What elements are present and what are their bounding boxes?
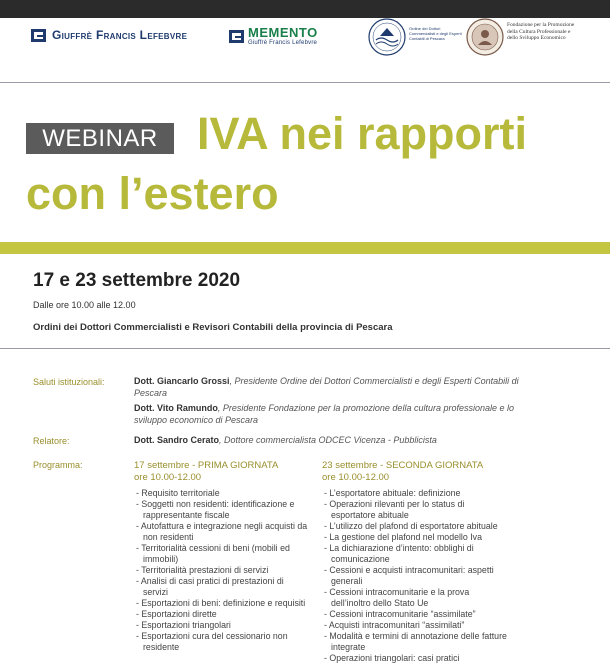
list-item: - Operazioni rilevanti per lo status di esportatore abituale — [322, 499, 507, 521]
list-item: - Analisi di casi pratici di prestazioni di servizi — [134, 576, 309, 598]
gfl-logo — [31, 28, 187, 42]
divider-top — [0, 82, 610, 83]
fondazione-seal-icon — [466, 18, 504, 56]
relatore-info — [134, 435, 554, 447]
speaker-1-role: , Presidente Ordine dei Dottori Commercialisti e degli Esperti Contabili di Pescara — [134, 376, 519, 398]
saluti-speaker-2 — [134, 403, 534, 426]
speaker-2-role: , Presidente Fondazione per la promozione della cultura professionale e lo sviluppo economico di Pescara — [134, 403, 515, 425]
webinar-badge: WEBINAR — [26, 123, 174, 154]
relatore-role: , Dottore commercialista ODCEC Vicenza - Pubblicista — [219, 435, 437, 445]
list-item: - Modalità e termini di annotazione delle fatture integrate — [322, 631, 507, 653]
gfl-mark-icon — [31, 29, 46, 42]
memento-word: MEMENTO — [248, 25, 318, 40]
title-line-1: IVA nei rapporti — [197, 108, 528, 159]
list-item: - Esportazioni cura del cessionario non residente — [134, 631, 309, 653]
day-1-time: ore 10.00-12.00 — [134, 471, 202, 483]
memento-logo — [229, 26, 318, 46]
list-item: - Territorialità prestazioni di servizi — [134, 565, 309, 576]
list-item: - Esportazioni triangolari — [134, 620, 309, 631]
list-item: - L’utilizzo del plafond di esportatore abituale — [322, 521, 507, 532]
speaker-2-name: Dott. Vito Ramundo — [134, 403, 218, 413]
relatore-label: Relatore: — [33, 436, 70, 446]
list-item: - Esportazioni dirette — [134, 609, 309, 620]
list-item: - Cessioni intracomunitarie “assimilate” — [322, 609, 507, 620]
list-item: - La dichiarazione d’intento: obblighi di comunicazione — [322, 543, 507, 565]
list-item: - Operazioni triangolari: casi pratici — [322, 653, 507, 664]
gfl-logo-text: Giuffrè Francis Lefebvre — [52, 28, 188, 42]
top-bar — [0, 0, 610, 18]
title-line-2: con l’estero — [26, 168, 279, 219]
memento-sub: Giuffrè Francis Lefebvre — [248, 40, 318, 46]
saluti-label: Saluti istituzionali: — [33, 377, 105, 387]
day-1-title: 17 settembre - PRIMA GIORNATA — [134, 460, 279, 471]
accent-band — [0, 242, 610, 254]
programma-label: Programma: — [33, 460, 83, 470]
memento-mark-icon — [229, 30, 244, 43]
odcec-seal-icon — [368, 18, 406, 56]
day-2-title: 23 settembre - SECONDA GIORNATA — [322, 460, 484, 471]
day-2-items — [322, 488, 507, 664]
list-item: - Acquisti intracomunitari “assimilati” — [322, 620, 507, 631]
list-item: - Territorialità cessioni di beni (mobili ed immobili) — [134, 543, 309, 565]
list-item: - Soggetti non residenti: identificazione e rappresentante fiscale — [134, 499, 309, 521]
fondazione-logo-text: Fondazione per la Promozione della Cultura Professionale e dello Sviluppo Economico — [507, 22, 575, 41]
list-item: - L’esportatore abituale: definizione — [322, 488, 507, 499]
list-item: - Esportazioni di beni: definizione e requisiti — [134, 598, 309, 609]
event-organizer: Ordini dei Dottori Commercialisti e Revisori Contabili della provincia di Pescara — [33, 322, 393, 333]
list-item: - Requisito territoriale — [134, 488, 309, 499]
event-hours: Dalle ore 10.00 alle 12.00 — [33, 300, 136, 310]
event-date: 17 e 23 settembre 2020 — [33, 270, 241, 291]
odcec-logo-text: Ordine dei Dottori Commercialisti e degli Esperti Contabili di Pescara — [409, 26, 462, 41]
saluti-speaker-1 — [134, 376, 534, 399]
day-1-items — [134, 488, 309, 653]
list-item: - Cessioni e acquisti intracomunitari: aspetti generali — [322, 565, 507, 587]
day-2-time: ore 10.00-12.00 — [322, 471, 390, 483]
speaker-1-name: Dott. Giancarlo Grossi — [134, 376, 230, 386]
programma-day-2 — [322, 460, 507, 664]
divider-middle — [0, 348, 610, 349]
relatore-name: Dott. Sandro Cerato — [134, 435, 220, 445]
list-item: - Cessioni intracomunitarie e la prova dell’inoltro dello Stato Ue — [322, 587, 507, 609]
programma-day-1 — [134, 460, 309, 653]
list-item: - La gestione del plafond nel modello Iva — [322, 532, 507, 543]
list-item: - Autofattura e integrazione negli acquisti da non residenti — [134, 521, 309, 543]
